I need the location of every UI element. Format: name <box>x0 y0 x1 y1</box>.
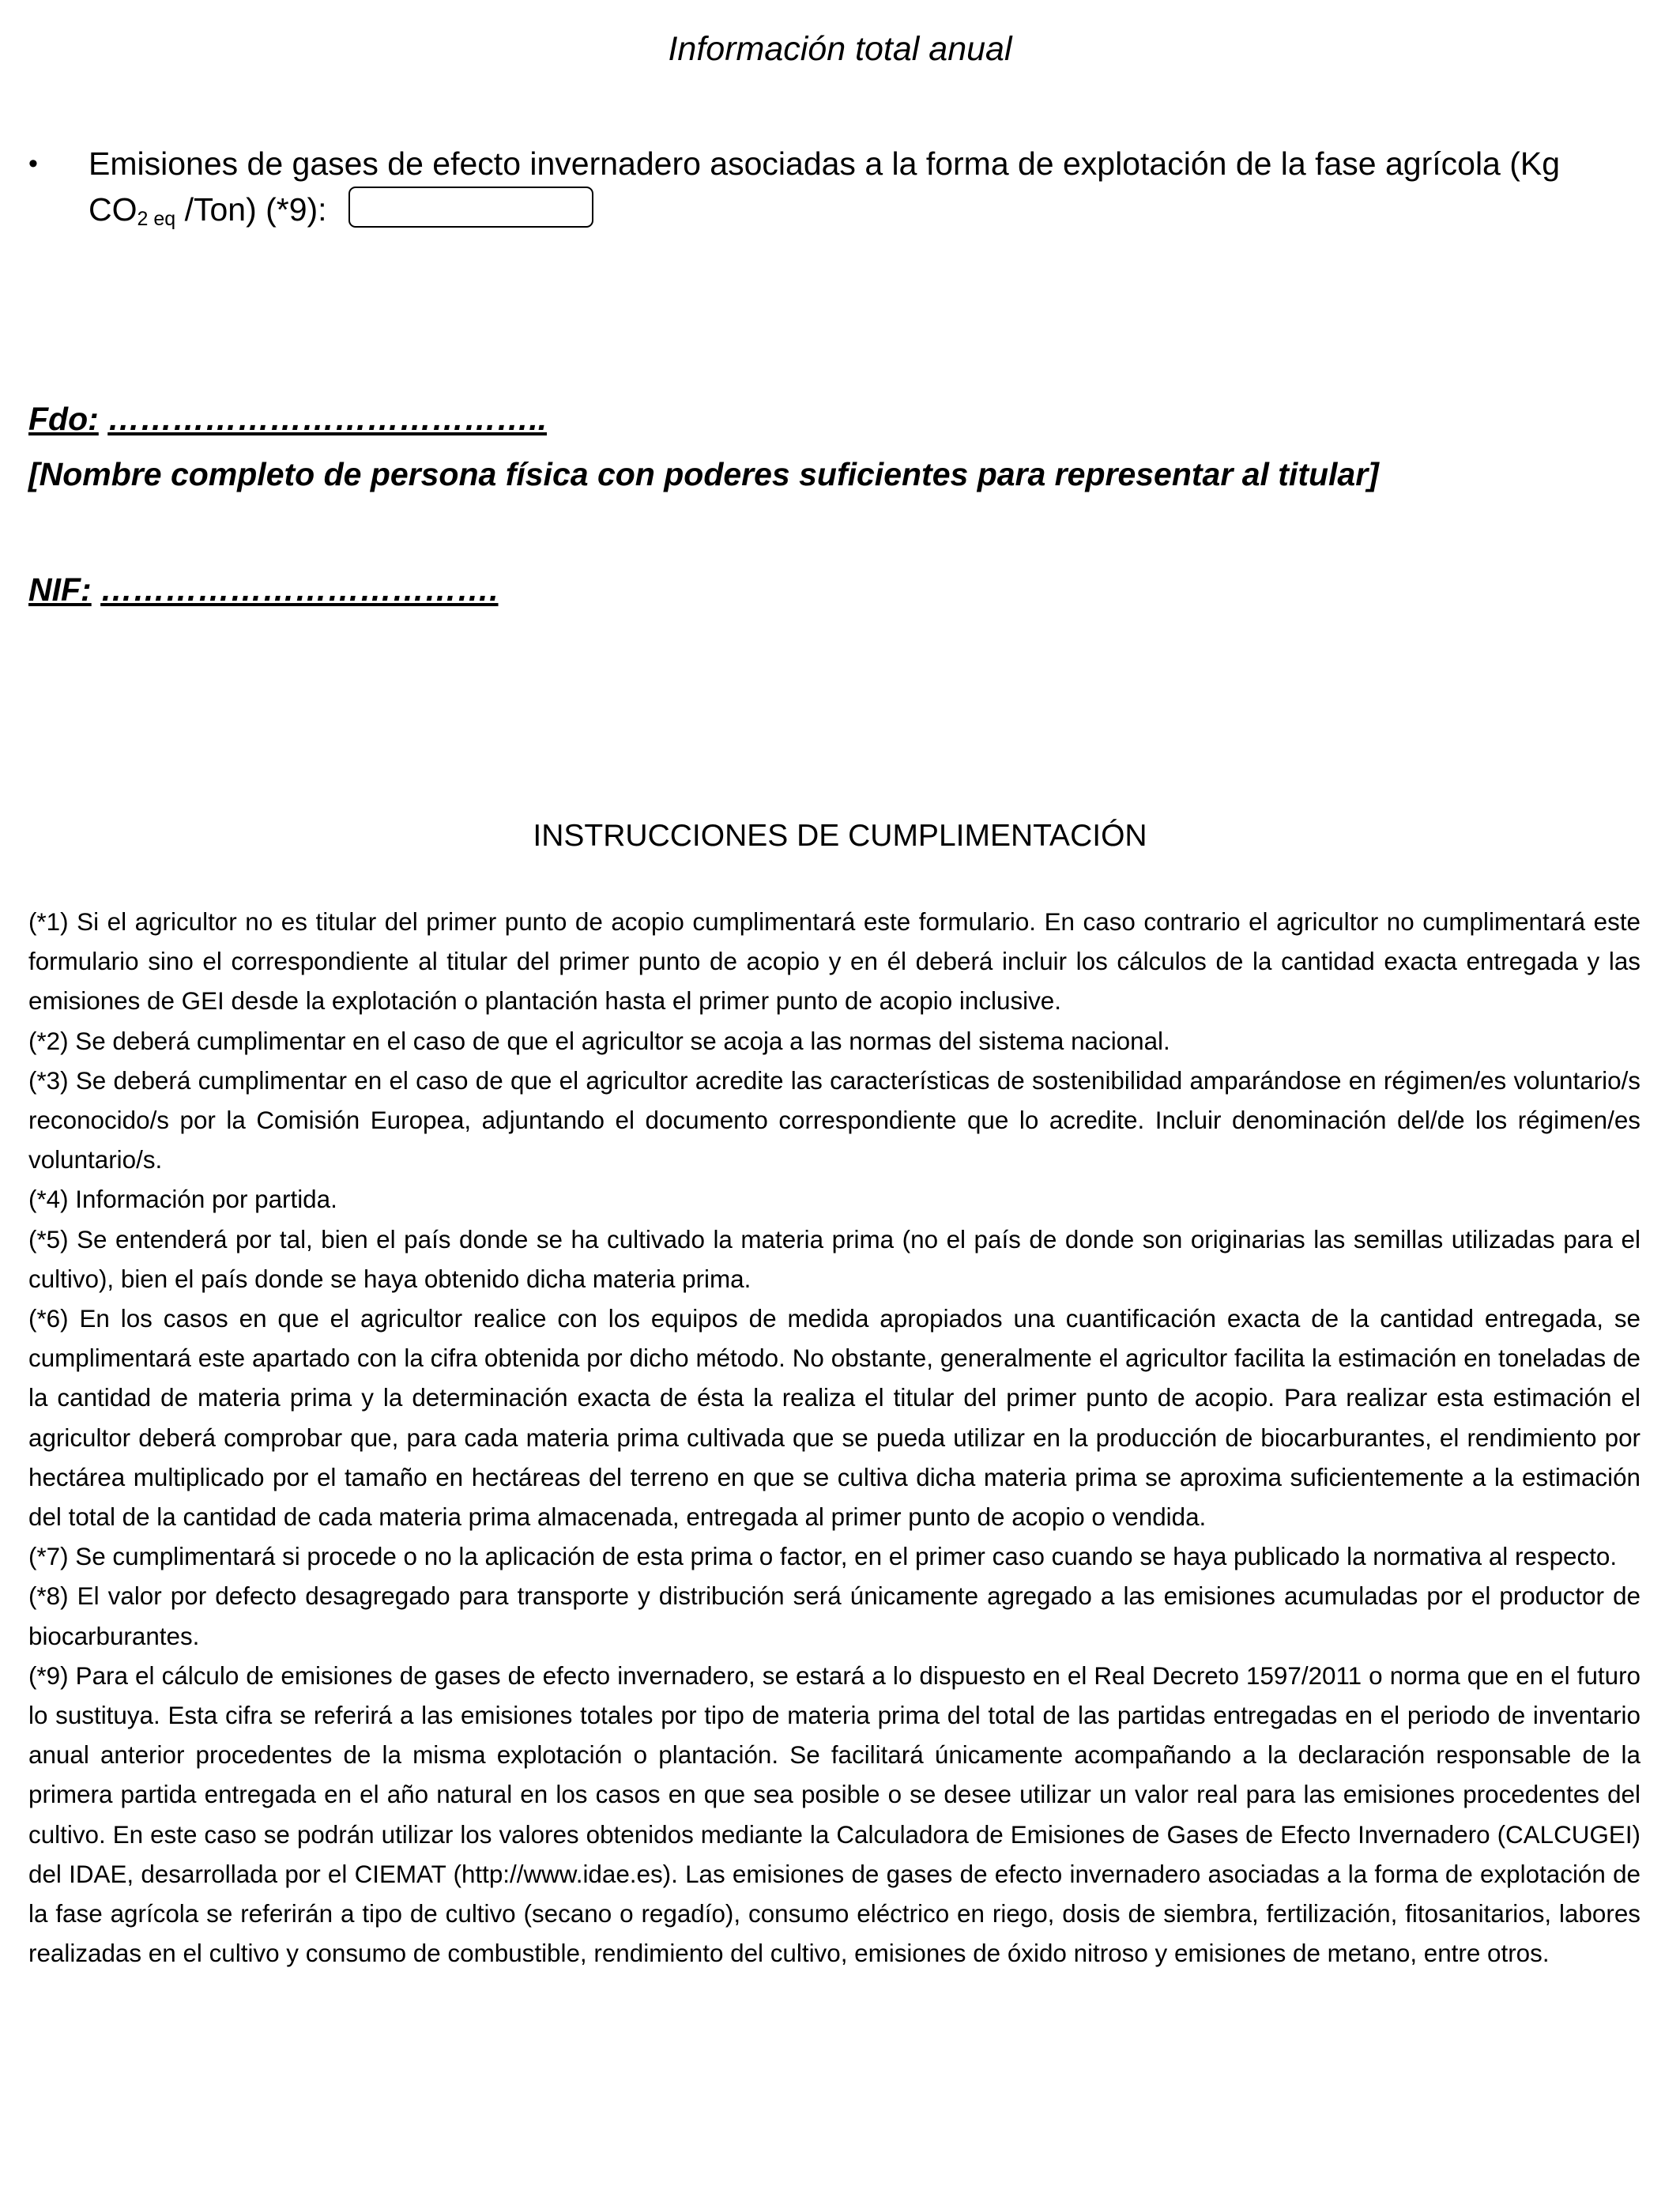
section-title: Información total anual <box>668 30 1012 68</box>
nif-blank[interactable]: ………………………………. <box>100 571 499 608</box>
nif-label: NIF: <box>28 571 92 608</box>
fdo-signature-blank[interactable]: ………………………………….. <box>107 401 547 437</box>
bullet-icon: • <box>28 149 38 179</box>
instructions-title: INSTRUCCIONES DE CUMPLIMENTACIÓN <box>533 819 1147 853</box>
emissions-item <box>28 141 1640 242</box>
note-2: (*2) Se deberá cumplimentar en el caso de que el agricultor se acoja a las normas del sistema nacional. <box>28 1027 1170 1055</box>
emissions-text <box>89 141 1640 242</box>
emissions-unit-tail: /Ton) (*9): <box>184 191 327 228</box>
note-4: (*4) Información por partida. <box>28 1186 337 1214</box>
emissions-unit-co: CO <box>89 191 137 228</box>
fdo-line <box>28 397 547 441</box>
fdo-label: Fdo: <box>28 401 99 437</box>
note-8: (*8) El valor por defecto desagregado para transporte y distribución será únicamente agregado a las emisiones acumuladas por el productor de biocarburantes. <box>28 1582 1640 1650</box>
signer-name-hint: [Nombre completo de persona física con poderes suficientes para representar al titular] <box>28 456 1379 492</box>
instructions-notes <box>28 903 1640 1973</box>
emissions-unit-subscript: 2 eq <box>137 208 176 230</box>
note-9: (*9) Para el cálculo de emisiones de gases de efecto invernadero, se estará a lo dispuesto en el Real Decreto 1597/2011 o norma que en el futuro lo sustituya. Esta cifra se referirá a las emisiones totales por tipo de materia prima del total de las partidas entregadas en el periodo de inventario anual anterior procedentes de la misma explotación o plantación. Se facilitará únicamente acompañando a la declaración responsable de la primera partida entregada en el año natural en los casos en que sea posible o se desee utilizar un valor real para las emisiones procedentes del cultivo. En este caso se podrán utilizar los valores obtenidos mediante la Calculadora de Emisiones de Gases de Efecto Invernadero (CALCUGEI) del IDAE, desarrollada por el CIEMAT (http://www.idae.es). Las emisiones de gases de efecto invernadero asociadas a la forma de explotación de la fase agrícola se referirán a tipo de cultivo (secano o regadío), consumo eléctrico en riego, dosis de siembra, fertilización, fitosanitarios, labores realizadas en el cultivo y consumo de combustible, rendimiento del cultivo, emisiones de óxido nitroso y emisiones de metano, entre otros. <box>28 1661 1640 1968</box>
note-6: (*6) En los casos en que el agricultor realice con los equipos de medida apropiados una cuantificación exacta de la cantidad entregada, se cumplimentará este apartado con la cifra obtenida por dicho método. No obstante, generalmente el agricultor facilita la estimación en toneladas de la cantidad de materia prima y la determinación exacta de ésta la realiza el titular del primer punto de acopio. Para realizar esta estimación el agricultor deberá comprobar que, para cada materia prima cultivada que se pueda utilizar en la producción de biocarburantes, el rendimiento por hectárea multiplicado por el tamaño en hectáreas del terreno en que se cultiva dicha materia prima se aproxima suficientemente a la estimación del total de la cantidad de cada materia prima almacenada, entregada al primer punto de acopio o vendida. <box>28 1305 1640 1532</box>
note-1: (*1) Si el agricultor no es titular del primer punto de acopio cumplimentará este formulario. En caso contrario el agricultor no cumplimentará este formulario sino el correspondiente al titular del primer punto de acopio y en él deberá incluir los cálculos de la cantidad exacta entregada y las emisiones de GEI desde la explotación o plantación hasta el primer punto de acopio inclusive. <box>28 908 1640 1016</box>
note-7: (*7) Se cumplimentará si procede o no la aplicación de esta prima o factor, en el primer caso cuando se haya publicado la normativa al respecto. <box>28 1543 1618 1571</box>
note-3: (*3) Se deberá cumplimentar en el caso de que el agricultor acredite las características de sostenibilidad amparándose en régimen/es voluntario/s reconocido/s por la Comisión Europea, adjuntando el documento correspondiente que lo acredite. Incluir denominación del/de los régimen/es voluntario/s. <box>28 1066 1640 1174</box>
emissions-text-line1: Emisiones de gases de efecto invernadero asociadas a la forma de explotación de la fase agrícola (Kg <box>89 145 1561 182</box>
note-5: (*5) Se entenderá por tal, bien el país donde se ha cultivado la materia prima (no el país de donde son originarias las semillas utilizadas para el cultivo), bien el país donde se haya obtenido dicha materia prima. <box>28 1225 1640 1293</box>
nif-line <box>28 567 499 612</box>
emissions-value-field[interactable] <box>348 187 593 228</box>
